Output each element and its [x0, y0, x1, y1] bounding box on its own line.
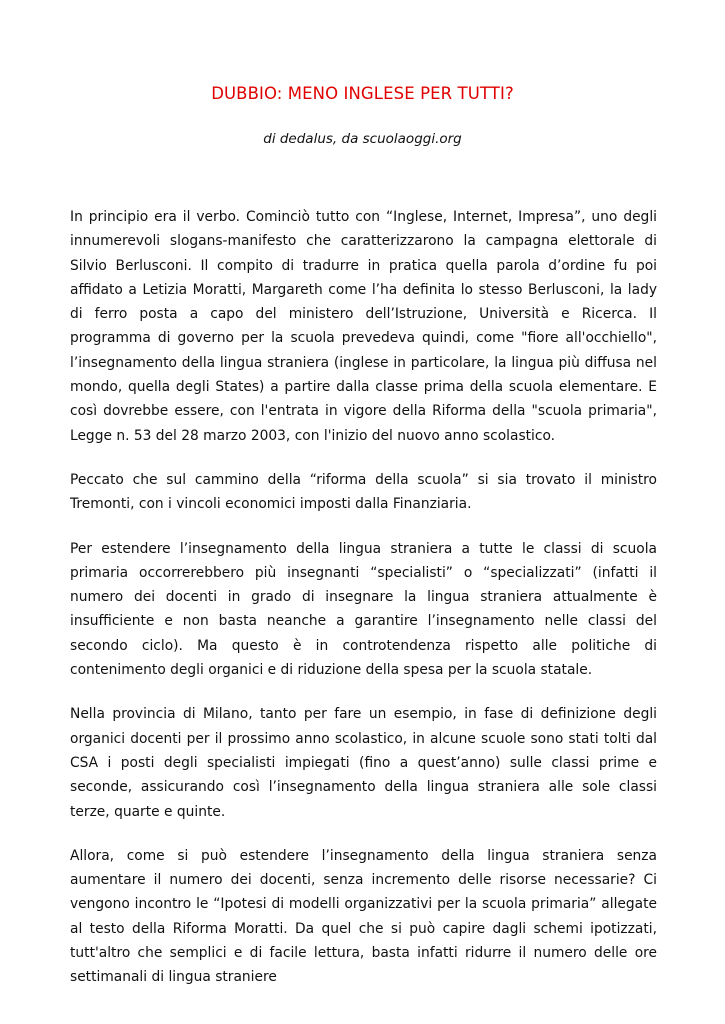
document-title: DUBBIO: MENO INGLESE PER TUTTI?: [211, 84, 514, 103]
paragraph-3: Per estendere l’insegnamento della lingua straniera a tutte le classi di scuola primaria occorrerebbero più insegnanti “specialisti” o “specializzati” (infatti il numero dei docenti in grado di insegnare la lingua straniera attualmente è insufficiente e non basta neanche a garantire l’insegnamento nelle classi del secondo ciclo). Ma questo è in controtendenza rispetto alle politiche di contenimento degli organici e di riduzione della spesa per la scuola statale.: [70, 540, 657, 679]
article-body: [70, 205, 657, 1010]
document-byline: di dedalus, da scuolaoggi.org: [263, 131, 462, 147]
paragraph-2: Peccato che sul cammino della “riforma della scuola” si sia trovato il ministro Tremonti, con i vincoli economici imposti dalla Finanziaria.: [70, 471, 657, 513]
paragraph-4: Nella provincia di Milano, tanto per fare un esempio, in fase di definizione degli organici docenti per il prossimo anno scolastico, in alcune scuole sono stati tolti dal CSA i posti degli specialisti impiegati (fino a quest’anno) sulle classi prime e seconde, assicurando così l’insegnamento della lingua straniera alle sole classi terze, quarte e quinte.: [70, 706, 657, 820]
paragraph-1: In principio era il verbo. Cominciò tutto con “Inglese, Internet, Impresa”, uno degli innumerevoli slogans-manifesto che caratterizzarono la campagna elettorale di Silvio Berlusconi. Il compito di tradurre in pratica quella parola d’ordine fu poi affidato a Letizia Moratti, Margareth come l’ha definita lo stesso Berlusconi, la lady di ferro posta a capo del ministero dell’Istruzione, Università e Ricerca. Il programma di governo per la scuola prevedeva quindi, come "fiore all'occhiello", l’insegnamento della lingua straniera (inglese in particolare, la lingua più diffusa nel mondo, quella degli States) a partire dalla classe prima della scuola elementare. E così dovrebbe essere, con l'entrata in vigore della Riforma della "scuola primaria", Legge n. 53 del 28 marzo 2003, con l'inizio del nuovo anno scolastico.: [70, 209, 657, 444]
paragraph-5: Allora, come si può estendere l’insegnamento della lingua straniera senza aumentare il numero dei docenti, senza incremento delle risorse necessarie? Ci vengono incontro le “Ipotesi di modelli organizzativi per la scuola primaria” allegate al testo della Riforma Moratti. Da quel che si può capire dagli schemi ipotizzati, tutt'altro che semplici e di facile lettura, basta infatti ridurre il numero delle ore settimanali di lingua straniere: [70, 847, 657, 986]
